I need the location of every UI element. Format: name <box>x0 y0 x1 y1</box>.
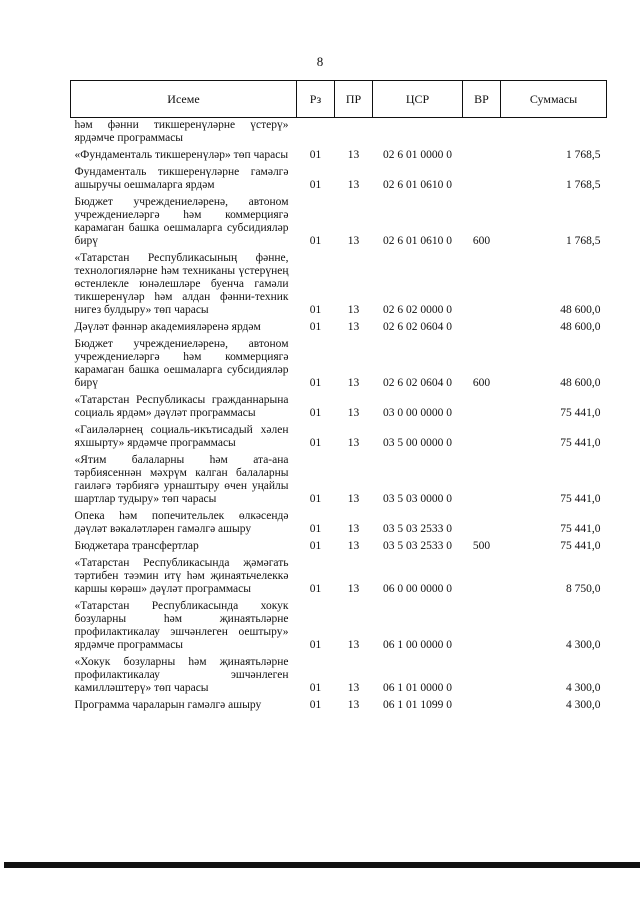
table-header-row <box>71 81 607 118</box>
row-sum: 48 600,0 <box>560 304 601 316</box>
row-vr <box>463 598 501 654</box>
header-rz: Рз <box>297 81 335 118</box>
row-csr: 03 5 03 2533 0 <box>383 540 452 552</box>
row-pr: 13 <box>347 493 360 505</box>
row-pr: 13 <box>347 682 360 694</box>
row-name: Дәүләт фәннәр академияләренә ярдәм <box>74 321 261 333</box>
row-rz: 01 <box>309 321 322 333</box>
row-csr: 03 0 00 0000 0 <box>383 407 452 419</box>
table-row <box>71 319 607 336</box>
row-sum: 48 600,0 <box>560 377 601 389</box>
table-row <box>71 654 607 697</box>
header-sum: Суммасы <box>501 81 607 118</box>
row-rz: 01 <box>309 149 322 161</box>
row-rz: 01 <box>309 639 322 651</box>
row-name: Бюджетара трансфертлар <box>74 540 199 552</box>
table-row <box>71 555 607 598</box>
row-vr <box>463 654 501 697</box>
table-row <box>71 147 607 164</box>
row-sum: 75 441,0 <box>560 493 601 505</box>
table-row <box>71 598 607 654</box>
page-number: 8 <box>316 54 324 69</box>
header-csr: ЦСР <box>373 81 463 118</box>
row-name: «Татарстан Республикасы гражданнарына социаль ярдәм» дәүләт программасы <box>74 394 289 419</box>
row-name: «Гаиләләрнең социаль-икътисадый хәлен яхшырту» ярдәмче программасы <box>74 424 289 449</box>
row-rz: 01 <box>309 682 322 694</box>
header-name: Исеме <box>71 81 297 118</box>
row-rz: 01 <box>309 235 322 247</box>
row-rz: 01 <box>309 699 322 711</box>
row-vr: 600 <box>472 235 491 247</box>
row-name: «Татарстан Республикасында хокук бозуларны һәм җинаятьләрне профилактикалау эшчәнлеген оештыру» ярдәмче программасы <box>74 600 289 651</box>
row-rz: 01 <box>309 179 322 191</box>
row-pr: 13 <box>347 304 360 316</box>
row-sum: 1 768,5 <box>566 179 601 191</box>
row-vr <box>463 250 501 319</box>
row-csr: 02 6 01 0610 0 <box>383 235 452 247</box>
row-rz: 01 <box>309 437 322 449</box>
header-vr: ВР <box>463 81 501 118</box>
row-name: «Фундаменталь тикшеренүләр» төп чарасы <box>74 149 289 161</box>
table-row <box>71 422 607 452</box>
row-vr <box>463 452 501 508</box>
row-csr: 02 6 02 0000 0 <box>383 304 452 316</box>
row-sum: 75 441,0 <box>560 437 601 449</box>
row-rz <box>297 118 335 148</box>
row-csr <box>373 118 463 148</box>
table-row <box>71 508 607 538</box>
row-csr: 06 1 01 1099 0 <box>383 699 452 711</box>
row-vr <box>463 555 501 598</box>
row-vr: 500 <box>472 540 491 552</box>
table-row <box>71 194 607 250</box>
row-rz: 01 <box>309 523 322 535</box>
row-rz: 01 <box>309 304 322 316</box>
row-pr: 13 <box>347 540 360 552</box>
row-csr: 02 6 01 0000 0 <box>383 149 452 161</box>
row-pr: 13 <box>347 179 360 191</box>
row-vr <box>463 319 501 336</box>
row-pr: 13 <box>347 523 360 535</box>
row-vr <box>463 147 501 164</box>
row-sum: 4 300,0 <box>566 699 601 711</box>
row-vr <box>463 422 501 452</box>
row-vr <box>463 164 501 194</box>
row-name: Программа чараларын гамәлгә ашыру <box>74 699 262 711</box>
row-pr: 13 <box>347 699 360 711</box>
row-sum: 8 750,0 <box>566 583 601 595</box>
row-sum: 75 441,0 <box>560 523 601 535</box>
row-csr: 06 1 01 0000 0 <box>383 682 452 694</box>
table-row <box>71 250 607 319</box>
budget-table <box>70 80 607 714</box>
row-name: Фундаменталь тикшеренүләрне гамәлгә ашыручы оешмаларга ярдәм <box>74 166 289 191</box>
row-rz: 01 <box>309 493 322 505</box>
row-sum: 48 600,0 <box>560 321 601 333</box>
row-sum: 1 768,5 <box>566 149 601 161</box>
row-pr: 13 <box>347 583 360 595</box>
row-csr: 02 6 02 0604 0 <box>383 377 452 389</box>
row-sum: 4 300,0 <box>566 682 601 694</box>
row-rz: 01 <box>309 583 322 595</box>
row-pr: 13 <box>347 235 360 247</box>
row-csr: 02 6 02 0604 0 <box>383 321 452 333</box>
scan-edge-bar <box>4 862 640 868</box>
row-rz: 01 <box>309 377 322 389</box>
row-vr <box>463 118 501 148</box>
row-csr: 02 6 01 0610 0 <box>383 179 452 191</box>
table-row <box>71 538 607 555</box>
row-name: Бюджет учреждениеләренә, автоном учреждениеләргә һәм коммерциягә карамаган башка оешмаларга субсидияләр бирү <box>74 196 289 247</box>
row-vr <box>463 508 501 538</box>
row-name: «Хокук бозуларны һәм җинаятьләрне профилактикалау эшчәнлеген камилләштерү» төп чарасы <box>74 656 289 694</box>
row-vr <box>463 697 501 714</box>
table-row <box>71 336 607 392</box>
row-name: «Ятим балаларны һәм ата-ана тәрбиясеннән мәхрүм калган балаларны гаиләгә тәрбиягә урнаштыру өчен уңайлы шартлар тудыру» төп чарасы <box>74 454 289 505</box>
row-csr: 06 0 00 0000 0 <box>383 583 452 595</box>
row-csr: 03 5 00 0000 0 <box>383 437 452 449</box>
row-vr: 600 <box>472 377 491 389</box>
row-pr: 13 <box>347 321 360 333</box>
row-name: һәм фәнни тикшеренүләрне үстерү» ярдәмче программасы <box>74 119 289 144</box>
table-row <box>71 118 607 148</box>
row-name: Опека һәм попечительлек өлкәсендә дәүләт вәкаләтләрен гамәлгә ашыру <box>74 510 289 535</box>
row-sum: 4 300,0 <box>566 639 601 651</box>
row-pr: 13 <box>347 407 360 419</box>
table-row <box>71 164 607 194</box>
table-row <box>71 697 607 714</box>
row-csr: 03 5 03 0000 0 <box>383 493 452 505</box>
row-name: «Татарстан Республикасының фәнне, технологияләрне һәм техниканы үстерүнең өстенлекле юнәлешләре буенча гамәли тикшеренүләр һәм алдан фәнни-техник нигез булдыру» төп чарасы <box>74 252 289 316</box>
table-row <box>71 452 607 508</box>
row-csr: 03 5 03 2533 0 <box>383 523 452 535</box>
row-pr: 13 <box>347 639 360 651</box>
row-vr <box>463 392 501 422</box>
header-pr: ПР <box>335 81 373 118</box>
row-rz: 01 <box>309 540 322 552</box>
row-sum: 75 441,0 <box>560 407 601 419</box>
row-pr: 13 <box>347 437 360 449</box>
row-csr: 06 1 00 0000 0 <box>383 639 452 651</box>
row-pr: 13 <box>347 377 360 389</box>
row-name: Бюджет учреждениеләренә, автоном учреждениеләргә һәм коммерциягә карамаган башка оешмаларга субсидияләр бирү <box>74 338 289 389</box>
row-sum <box>501 118 607 148</box>
row-name: «Татарстан Республикасында җәмәгать тәртибен тәэмин итү һәм җинаятьчелеккә каршы көрәш» дәүләт программасы <box>74 557 289 595</box>
row-sum: 75 441,0 <box>560 540 601 552</box>
row-sum: 1 768,5 <box>566 235 601 247</box>
row-rz: 01 <box>309 407 322 419</box>
table-row <box>71 392 607 422</box>
row-pr <box>335 118 373 148</box>
row-pr: 13 <box>347 149 360 161</box>
